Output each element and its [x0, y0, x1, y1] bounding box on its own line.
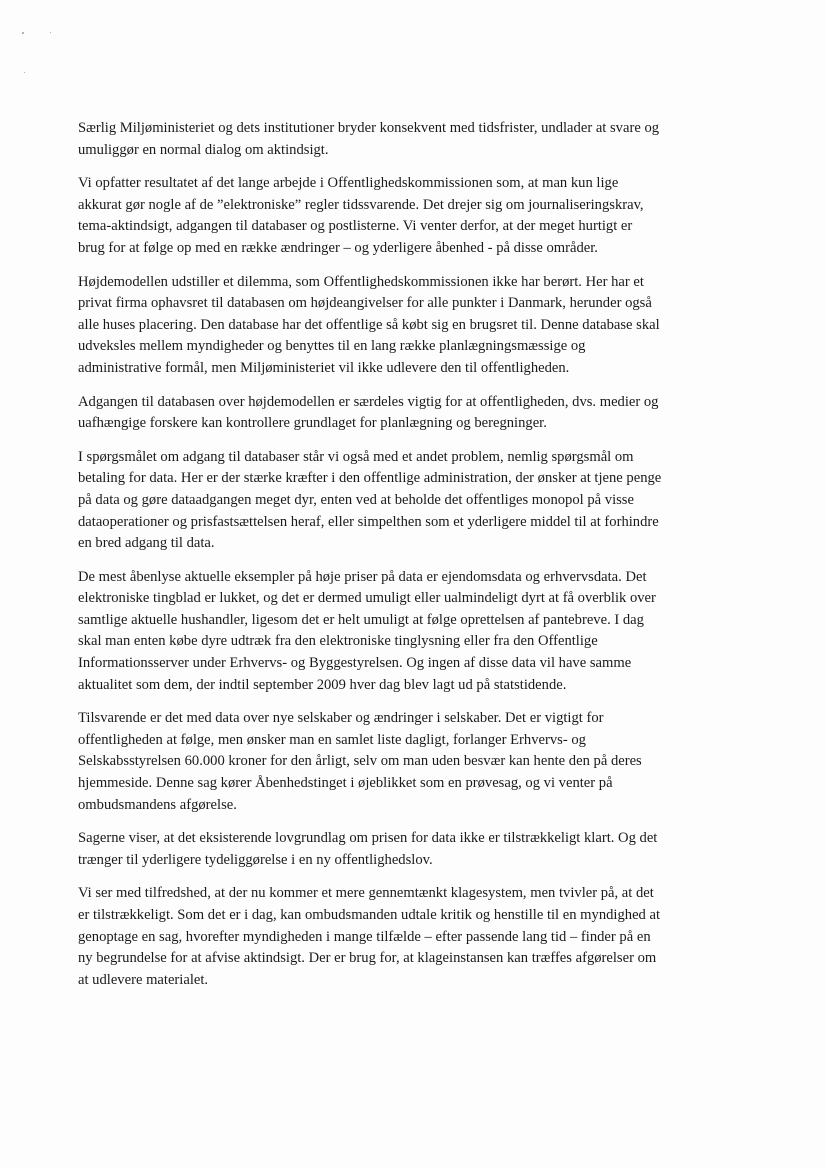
- document-body: [78, 118, 754, 1003]
- text-line: er tilstrækkeligt. Som det er i dag, kan ombudsmanden udtale kritik og henstille til en myndighed at: [78, 907, 661, 923]
- paragraph-3: [78, 272, 754, 380]
- text-line: Adgangen til databasen over højdemodellen er særdeles vigtig for at offentligheden, dvs. medier og: [78, 393, 659, 410]
- paragraph-6: [78, 567, 754, 697]
- text-line: tema-aktindsigt, adgangen til databaser og postlisterne. Vi venter derfor, at der meget hurtigt er: [78, 218, 633, 235]
- text-line: privat firma ophavsret til databasen om højdeangivelser for alle punkter i Danmark, herunder også: [78, 295, 652, 312]
- text-line: genoptage en sag, hvorefter myndigheden i mange tilfælde – efter passende lang tid – finder på en: [78, 928, 651, 945]
- text-line: betaling for data. Her er der stærke kræfter i den offentlige administration, der ønsker at tjene penge: [78, 470, 662, 487]
- text-line: Særlig Miljøministeriet og dets institutioner bryder konsekvent med tidsfrister, undlader at svare og: [78, 120, 660, 136]
- paragraph-4: [78, 392, 754, 435]
- text-line: ombudsmandens afgørelse.: [78, 796, 237, 813]
- paragraph-8: [78, 828, 754, 871]
- text-line: Vi opfatter resultatet af det lange arbejde i Offentlighedskommissionen som, at man kun lige: [78, 175, 619, 192]
- text-line: De mest åbenlyse aktuelle eksempler på høje priser på data er ejendomsdata og erhvervsdata. Det: [78, 568, 647, 585]
- paragraph-9: [78, 883, 754, 991]
- scan-speck: [50, 32, 51, 33]
- text-line: hjemmeside. Denne sag kører Åbenhedstinget i øjeblikket som en prøvesag, og vi venter på: [78, 775, 613, 792]
- text-line: alle huses placering. Den database har det offentlige så købt sig en brugsret til. Denne database skal: [78, 316, 660, 333]
- text-line: uafhængige forskere kan kontrollere grundlaget for planlægning og beregninger.: [78, 415, 547, 432]
- text-line: Højdemodellen udstiller et dilemma, som Offentlighedskommissionen ikke har berørt. Her har et: [78, 273, 644, 290]
- paragraph-5: [78, 447, 754, 555]
- text-line: administrative formål, men Miljøministeriet vil ikke udlevere den til offentligheden.: [78, 359, 570, 376]
- text-line: en bred adgang til data.: [78, 535, 215, 552]
- text-line: umuliggør en normal dialog om aktindsigt.: [78, 141, 329, 158]
- text-line: samtlige aktuelle hushandler, ligesom det er helt umuligt at følge oprettelsen af pantebreve. I dag: [78, 611, 644, 628]
- text-line: brug for at følge op med en række ændringer – og yderligere åbenhed - på disse områder.: [78, 239, 598, 256]
- text-line: udveksles mellem myndigheder og benyttes til en lang række planlægningsmæssige og: [78, 338, 586, 355]
- scan-speck: [22, 32, 24, 34]
- text-line: Tilsvarende er det med data over nye selskaber og ændringer i selskaber. Det er vigtigt for: [78, 710, 604, 727]
- paragraph-2: [78, 173, 754, 259]
- text-line: på data og gøre dataadgangen meget dyr, enten ved at beholde det offentliges monopol på visse: [78, 491, 634, 508]
- text-line: trænger til yderligere tydeliggørelse i en ny offentlighedslov.: [78, 851, 433, 868]
- text-line: Sagerne viser, at det eksisterende lovgrundlag om prisen for data ikke er tilstrækkeligt klart. Og det: [78, 830, 658, 847]
- text-line: dataoperationer og prisfastsættelsen heraf, eller simpelthen som et yderligere middel til at forhindre: [78, 513, 659, 530]
- text-line: Selskabsstyrelsen 60.000 kroner for den årligt, selv om man uden besvær kan hente den på deres: [78, 753, 642, 770]
- paragraph-7: [78, 708, 754, 816]
- text-line: offentligheden at følge, men ønsker man en samlet liste dagligt, forlanger Erhvervs- og: [78, 731, 586, 748]
- text-line: akkurat gør nogle af de ”elektroniske” regler tidssvarende. Det drejer sig om journaliseringskrav,: [78, 196, 644, 213]
- text-line: elektroniske tingblad er lukket, og det er dermed umuligt eller ualmindeligt dyrt at få overblik over: [78, 590, 656, 607]
- text-line: skal man enten købe dyre udtræk fra den elektroniske tinglysning eller fra den Offentlige: [78, 633, 598, 650]
- text-line: ny begrundelse for at afvise aktindsigt. Der er brug for, at klageinstansen kan træffes afgørelser om: [78, 950, 657, 967]
- text-line: at udlevere materialet.: [78, 971, 209, 988]
- text-line: Vi ser med tilfredshed, at der nu kommer et mere gennemtænkt klagesystem, men tvivler på, at det: [78, 885, 654, 902]
- text-line: aktualitet som dem, der indtil september 2009 hver dag blev lagt ud på statstidende.: [78, 676, 567, 693]
- text-line: Informationsserver under Erhvervs- og Byggestyrelsen. Og ingen af disse data vil have samme: [78, 655, 632, 672]
- paragraph-1: [78, 118, 754, 161]
- scan-speck: [24, 72, 25, 73]
- text-line: I spørgsmålet om adgang til databaser står vi også med et andet problem, nemlig spørgsmål om: [78, 448, 634, 465]
